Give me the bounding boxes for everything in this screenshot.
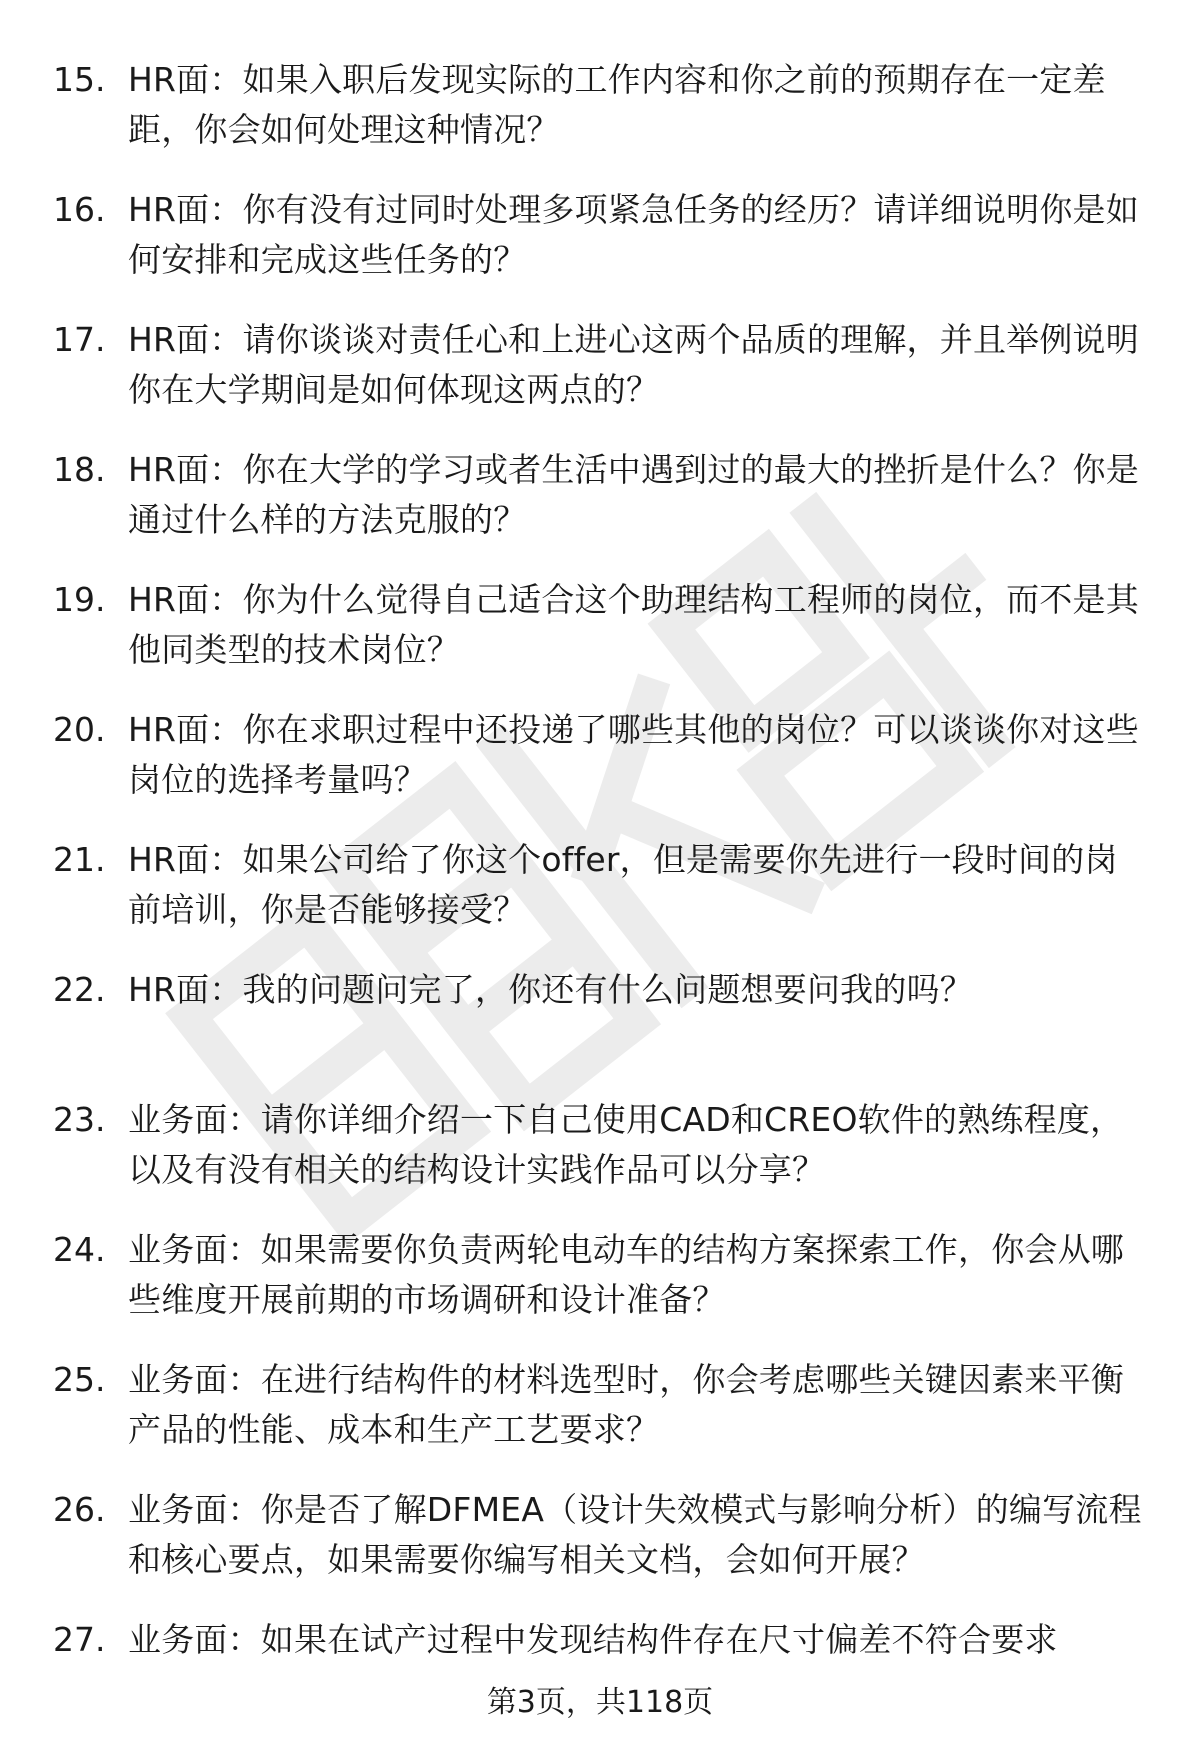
page-footer xyxy=(0,1683,1200,1723)
question-item xyxy=(0,440,1200,570)
question-number: 26. xyxy=(53,1490,106,1529)
question-text: HR面：你在大学的学习或者生活中遇到过的最大的挫折是什么？你是通过什么样的方法克服的？ xyxy=(128,450,1139,539)
question-item xyxy=(0,960,1200,1090)
question-number: 19. xyxy=(53,580,106,619)
question-list xyxy=(0,50,1200,1740)
question-number: 25. xyxy=(53,1360,106,1399)
question-text: HR面：你在求职过程中还投递了哪些其他的岗位？可以谈谈你对这些岗位的选择考量吗？ xyxy=(128,710,1139,799)
question-text: 业务面：如果在试产过程中发现结构件存在尺寸偏差不符合要求 xyxy=(128,1620,1058,1659)
question-number: 15. xyxy=(53,60,106,99)
question-text: HR面：我的问题问完了，你还有什么问题想要问我的吗？ xyxy=(128,970,973,1009)
question-text: 业务面：如果需要你负责两轮电动车的结构方案探索工作，你会从哪些维度开展前期的市场调研和设计准备？ xyxy=(128,1230,1124,1319)
question-item xyxy=(0,700,1200,830)
question-number: 21. xyxy=(53,840,106,879)
question-item xyxy=(0,310,1200,440)
question-item xyxy=(0,570,1200,700)
question-number: 20. xyxy=(53,710,106,749)
question-number: 27. xyxy=(53,1620,106,1659)
question-text: 业务面：在进行结构件的材料选型时，你会考虑哪些关键因素来平衡产品的性能、成本和生产工艺要求？ xyxy=(128,1360,1124,1449)
question-item xyxy=(0,1090,1200,1220)
question-number: 16. xyxy=(53,190,106,229)
question-item xyxy=(0,1480,1200,1610)
question-text: HR面：如果公司给了你这个offer，但是需要你先进行一段时间的岗前培训，你是否能够接受？ xyxy=(128,840,1118,929)
question-item xyxy=(0,1220,1200,1350)
question-text: HR面：请你谈谈对责任心和上进心这两个品质的理解，并且举例说明你在大学期间是如何体现这两点的？ xyxy=(128,320,1139,409)
question-text: HR面：如果入职后发现实际的工作内容和你之前的预期存在一定差距，你会如何处理这种情况？ xyxy=(128,60,1106,149)
question-text: HR面：你有没有过同时处理多项紧急任务的经历？请详细说明你是如何安排和完成这些任务的？ xyxy=(128,190,1139,279)
question-number: 17. xyxy=(53,320,106,359)
question-number: 24. xyxy=(53,1230,106,1269)
question-text: 业务面：请你详细介绍一下自己使用CAD和CREO软件的熟练程度，以及有没有相关的结构设计实践作品可以分享？ xyxy=(128,1100,1124,1189)
question-number: 22. xyxy=(53,970,106,1009)
question-number: 23. xyxy=(53,1100,106,1139)
question-item xyxy=(0,50,1200,180)
question-item xyxy=(0,180,1200,310)
question-number: 18. xyxy=(53,450,106,489)
question-text: 业务面：你是否了解DFMEA（设计失效模式与影响分析）的编写流程和核心要点，如果需要你编写相关文档，会如何开展？ xyxy=(128,1490,1142,1579)
question-item xyxy=(0,1350,1200,1480)
question-item xyxy=(0,830,1200,960)
question-text: HR面：你为什么觉得自己适合这个助理结构工程师的岗位，而不是其他同类型的技术岗位？ xyxy=(128,580,1139,669)
page-number-label: 第3页，共118页 xyxy=(486,1685,714,1720)
